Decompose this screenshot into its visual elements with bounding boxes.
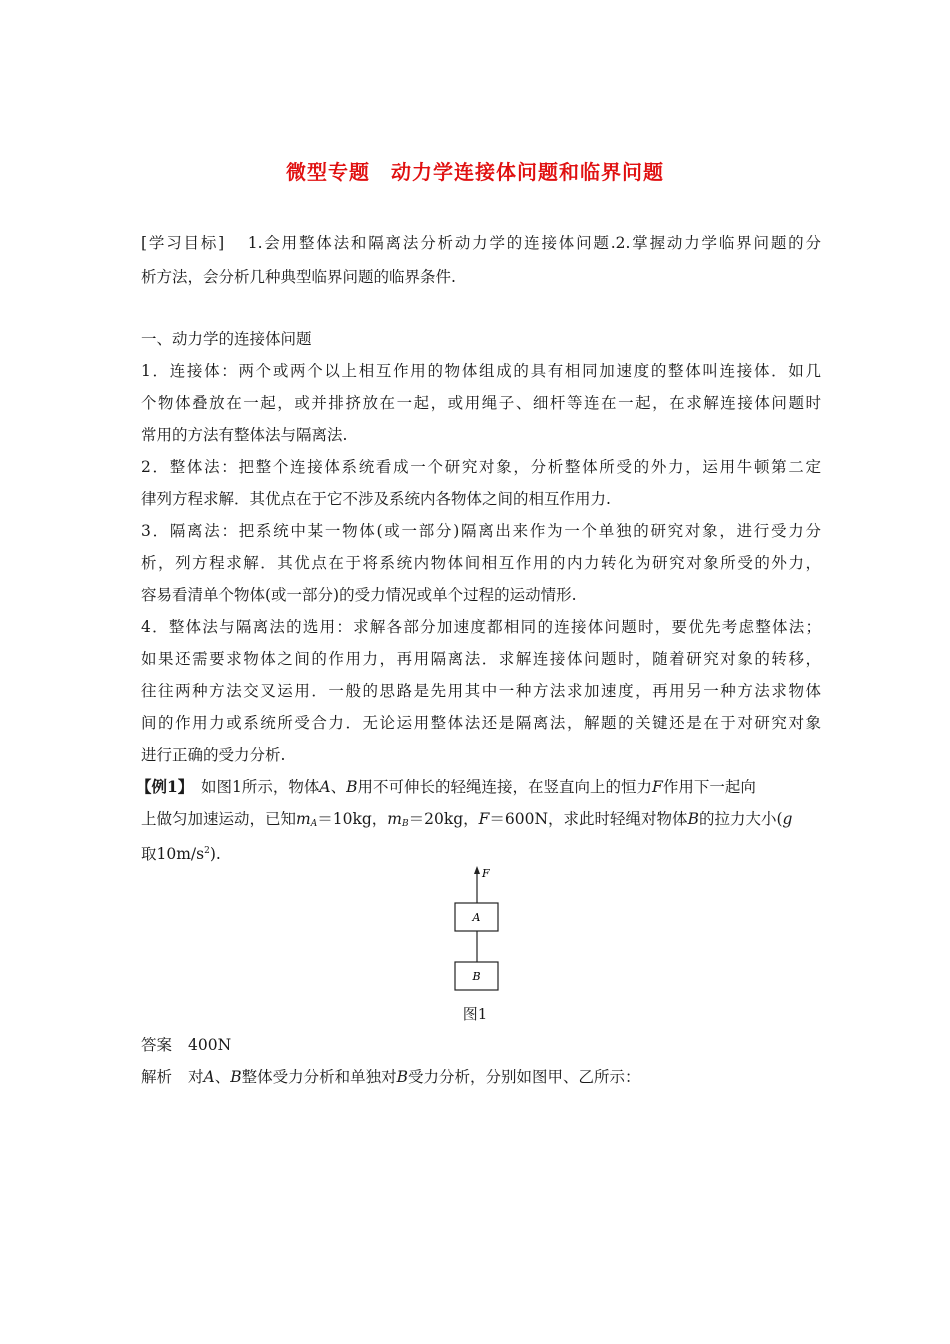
example-text: 用不可伸长的轻绳连接，在竖直向上的恒力 (357, 778, 653, 796)
superscript: 2 (204, 846, 210, 856)
paragraph-line: 2．整体法：把整个连接体系统看成一个研究对象，分析整体所受的外力，运用牛顿第二定 (141, 458, 821, 476)
mass-b-value: ＝20kg， (408, 810, 479, 828)
mass-a-value: ＝10kg， (317, 810, 388, 828)
paragraph-line: 1．连接体：两个或两个以上相互作用的物体组成的具有相同加速度的整体叫连接体．如几 (141, 362, 821, 380)
analysis-line (141, 1067, 821, 1087)
objectives-line-2: 析方法，会分析几种典型临界问题的临界条件. (141, 268, 456, 286)
force-value: ＝600N，求此时轻绳对物体 (489, 810, 688, 828)
paragraph-line: 个物体叠放在一起，或并排挤放在一起，或用绳子、细杆等连在一起，在求解连接体问题时 (141, 394, 821, 412)
symbol-b: B (346, 778, 358, 796)
analysis-text: 对 (188, 1068, 204, 1086)
paragraph-line: 进行正确的受力分析. (141, 746, 286, 764)
force-arrow-head (474, 866, 480, 874)
example-text: 的拉力大小( (698, 810, 783, 828)
separator: 、 (330, 778, 347, 796)
symbol-a: A (203, 1068, 215, 1086)
figure-caption: 图1 (462, 1005, 488, 1023)
paragraph-line: 往往两种方法交叉运用．一般的思路是先用其中一种方法求加速度，再用另一种方法求物体 (141, 682, 821, 700)
paragraph-line: 如果还需要求物体之间的作用力，再用隔离法．求解连接体问题时，随着研究对象的转移， (141, 650, 821, 668)
paragraph-line: 3．隔离法：把系统中某一物体(或一部分)隔离出来作为一个单独的研究对象，进行受力分 (141, 522, 821, 540)
symbol-b: B (687, 810, 699, 828)
answer-line (141, 1035, 821, 1055)
example-text: 上做匀加速运动，已知 (141, 810, 297, 828)
symbol-m: m (387, 810, 402, 828)
symbol-m: m (296, 810, 311, 828)
label-f: F (482, 867, 490, 880)
symbol-g: g (782, 810, 793, 828)
symbol-f: F (652, 778, 663, 796)
objectives-line-1 (141, 233, 821, 253)
paragraph-line: 析，列方程求解．其优点在于将系统内物体间相互作用的内力转化为研究对象所受的外力， (141, 554, 821, 572)
section-heading: 一、动力学的连接体问题 (141, 330, 312, 348)
objectives-label: [学习目标] (141, 234, 225, 252)
label-a: A (472, 911, 481, 924)
page-title: 微型专题 动力学连接体问题和临界问题 (286, 160, 664, 184)
analysis-text: 受力分析，分别如图甲、乙所示： (408, 1068, 641, 1086)
example-text: 作用下一起向 (662, 778, 756, 796)
example-text: 取10m/s (141, 845, 205, 863)
subscript-b: B (401, 819, 409, 829)
answer-value: 400N (188, 1036, 232, 1054)
subscript-a: A (310, 819, 318, 829)
paragraph-line: 容易看清单个物体(或一部分)的受力情况或单个过程的运动情形. (141, 586, 577, 604)
paragraph-line: 律列方程求解．其优点在于它不涉及系统内各物体之间的相互作用力. (141, 490, 611, 508)
example-line-2 (141, 809, 821, 834)
answer-label: 答案 (141, 1036, 173, 1054)
example-text: 如图1所示，物体 (185, 778, 320, 796)
separator: 、 (214, 1068, 231, 1086)
paragraph-line: 4．整体法与隔离法的选用：求解各部分加速度都相同的连接体问题时，要优先考虑整体法； (141, 618, 821, 636)
symbol-a: A (319, 778, 331, 796)
example-label: 【例1】 (136, 777, 186, 796)
example-text: ). (209, 845, 221, 863)
symbol-b: B (396, 1068, 409, 1086)
objectives-text-1: 1.会用整体法和隔离法分析动力学的连接体问题.2.掌握动力学临界问题的分 (247, 234, 821, 252)
paragraph-line: 间的作用力或系统所受合力．无论运用整体法还是隔离法，解题的关键还是在于对研究对象 (141, 714, 821, 732)
symbol-b: B (230, 1068, 242, 1086)
analysis-text: 整体受力分析和单独对 (241, 1068, 397, 1086)
paragraph-line: 常用的方法有整体法与隔离法. (141, 426, 348, 444)
label-b: B (472, 970, 481, 983)
example-line-1 (136, 777, 821, 797)
symbol-f: F (478, 810, 490, 828)
analysis-label: 解析 (141, 1068, 173, 1086)
figure-1-diagram (440, 860, 520, 1000)
